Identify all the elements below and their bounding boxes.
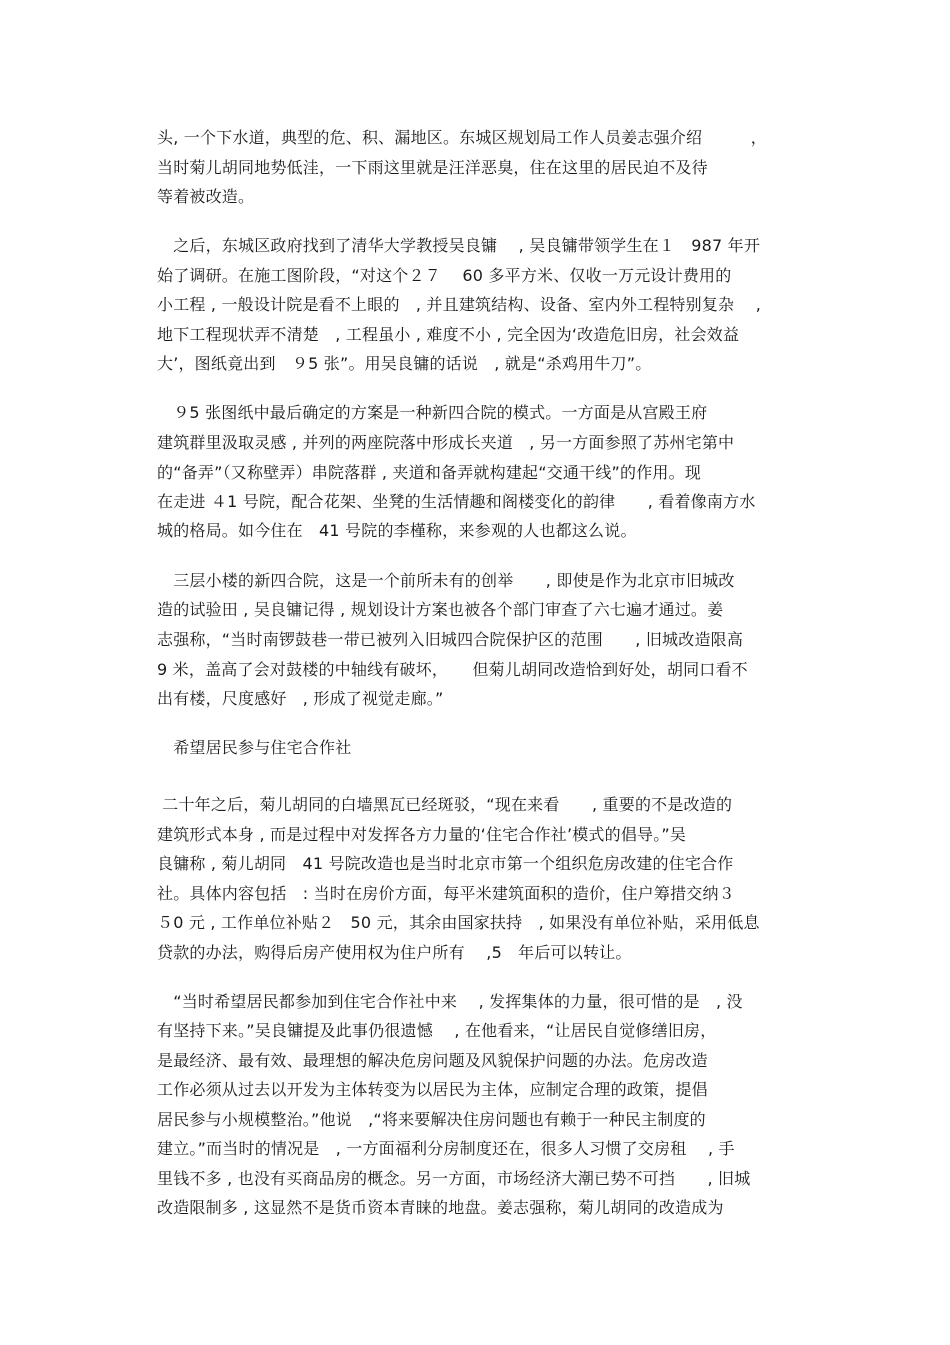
text-line: 等着被改造。 xyxy=(157,187,255,206)
text-line: 是最经济、最有效、最理想的解决危房问题及风貌保护问题的办法。危房改造 xyxy=(157,1051,708,1070)
text-line: 有坚持下来。”吴良镛提及此事仍很遗憾 , 在他看来，“让居民自觉修缮旧房， xyxy=(157,1021,717,1040)
text-line: 大’，图纸竟出到 ９5 张”。用吴良镛的话说 , 就是“杀鸡用牛刀”。 xyxy=(157,354,652,373)
text-line: 建筑群里汲取灵感 , 并列的两座院落中形成长夹道 , 另一方面参照了苏州宅第中 xyxy=(157,433,735,452)
text-line: 小工程 , 一般设计院是看不上眼的 , 并且建筑结构、设备、室内外工程特别复杂 , xyxy=(157,295,762,314)
text-line: 居民参与小规模整治。”他说 ,“将来要解决住房问题也有赖于一种民主制度的 xyxy=(157,1110,706,1129)
text-line: 9 米，盖高了会对鼓楼的中轴线有破坏， 但菊儿胡同改造恰到好处，胡同口看不 xyxy=(157,660,748,679)
text-line: “当时希望居民都参加到住宅合作社中来 , 发挥集体的力量，很可惜的是 , 没 xyxy=(157,992,743,1011)
text-line: 在走进 ４1 号院，配合花架、坐凳的生活情趣和阁楼变化的韵律 , 看着像南方水 xyxy=(157,492,756,511)
text-line: ５0 元 , 工作单位补贴２ 50 元，其余由国家扶持 , 如果没有单位补贴，采用低息 xyxy=(157,913,760,932)
text-line: 二十年之后，菊儿胡同的白墙黑瓦已经斑驳，“现在来看 , 重要的不是改造的 xyxy=(157,795,733,814)
text-line: 当时菊儿胡同地势低洼，一下雨这里就是汪洋恶臭，住在这里的居民迫不及待 xyxy=(157,158,708,177)
text-line: 改造限制多 , 这显然不是货币资本青睐的地盘。姜志强称，菊儿胡同的改造成为 xyxy=(157,1198,724,1217)
text-line: 三层小楼的新四合院，这是一个前所未有的创举 , 即使是作为北京市旧城改 xyxy=(157,571,735,590)
text-line: 志强称，“当时南锣鼓巷一带已被列入旧城四合院保护区的范围 , 旧城改造限高 xyxy=(157,630,744,649)
text-line: 社。具体内容包括 : 当时在房价方面，每平米建筑面积的造价，住户筹措交纳３ xyxy=(157,884,735,903)
text-line: 造的试验田 , 吴良镛记得 , 规划设计方案也被各个部门审查了六七遍才通过。姜 xyxy=(157,600,724,619)
text-line: 的“备弄”（又称壁弄）串院落群 , 夹道和备弄就构建起“交通干线”的作用。现 xyxy=(157,463,702,482)
text-line: 始了调研。在施工图阶段，“对这个２７ 60 多平方米、仅收一万元设计费用的 xyxy=(157,266,732,285)
text-line: ９5 张图纸中最后确定的方案是一种新四合院的模式。一方面是从宫殿王府 xyxy=(157,403,708,422)
text-line: 里钱不多 , 也没有买商品房的概念。另一方面，市场经济大潮已势不可挡 , 旧城 xyxy=(157,1169,751,1188)
text-line: 出有楼，尺度感好 , 形成了视觉走廊。” xyxy=(157,689,444,708)
text-line: 地下工程现状弄不清楚 , 工程虽小 , 难度不小 , 完全因为‘改造危旧房，社会效益 xyxy=(157,325,740,344)
heading-text: 希望居民参与住宅合作社 xyxy=(157,738,352,757)
text-line: 头, 一个下水道，典型的危、积、漏地区。东城区规划局工作人员姜志强介绍 ， xyxy=(157,128,767,147)
text-line: 之后，东城区政府找到了清华大学教授吴良镛 , 吴良镛带领学生在１ 987 年开 xyxy=(157,236,761,255)
text-line: 贷款的办法，购得后房产使用权为住户所有 ,5 年后可以转让。 xyxy=(157,943,632,962)
text-line: 城的格局。如今住在 41 号院的李槿称，来参观的人也都这么说。 xyxy=(157,521,637,540)
text-line: 工作必须从过去以开发为主体转变为以居民为主体，应制定合理的政策，提倡 xyxy=(157,1080,708,1099)
text-line: 良镛称 , 菊儿胡同 41 号院改造也是当时北京市第一个组织危房改建的住宅合作 xyxy=(157,854,734,873)
text-line: 建筑形式本身 , 而是过程中对发挥各方力量的‘住宅合作社’模式的倡导。”吴 xyxy=(157,825,687,844)
text-line: 建立。”而当时的情况是 , 一方面福利分房制度还在，很多人习惯了交房租 , 手 xyxy=(157,1139,735,1158)
